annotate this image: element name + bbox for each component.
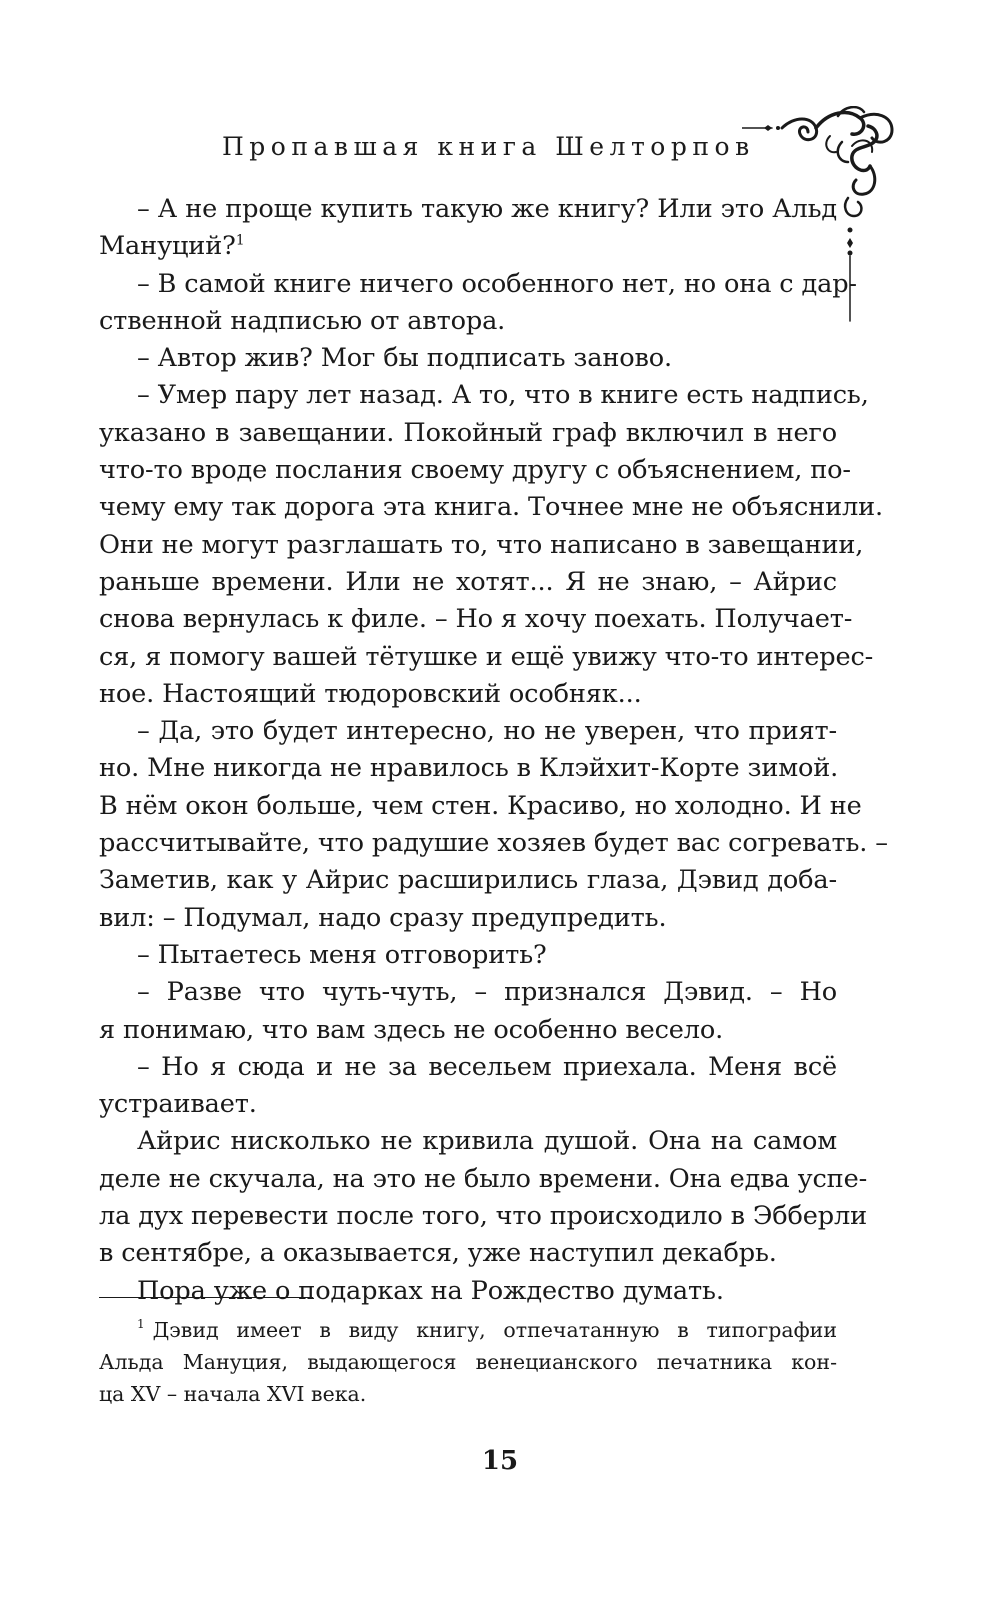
text-line: вил: – Подумал, надо сразу предупредить.	[99, 902, 667, 933]
text-line: чему ему так дорога эта книга. Точнее мне не объяснили.	[99, 492, 884, 523]
text-line: Айрис нисколько не кривила душой. Она на самом	[137, 1126, 837, 1157]
page-number: 15	[481, 1446, 519, 1476]
body-text	[99, 191, 888, 1310]
text-line: снова вернулась к филе. – Но я хочу поехать. Получает-	[99, 604, 853, 635]
text-line: устраивает.	[99, 1089, 257, 1120]
text-line: – Умер пару лет назад. А то, что в книге есть надпись,	[137, 380, 869, 411]
text-line: в сентябре, а оказывается, уже наступил декабрь.	[99, 1238, 777, 1269]
text-line: ное. Настоящий тюдоровский особняк...	[99, 678, 642, 709]
text-line: я понимаю, что вам здесь не особенно весело.	[99, 1014, 724, 1045]
text-line: – А не проще купить такую же книгу? Или это Альд	[137, 194, 837, 224]
text-line: Они не могут разглашать то, что написано в завещании,	[99, 529, 864, 560]
footnote-line: $^1$ Дэвид имеет в виду книгу, отпечатанную в типографии	[137, 1317, 837, 1342]
text-line: но. Мне никогда не нравилось в Клэйхит-Корте зимой.	[99, 753, 839, 784]
text-line: – Разве что чуть-чуть, – признался Дэвид. – Но	[137, 977, 837, 1008]
text-line: – Пытаетесь меня отговорить?	[137, 939, 547, 970]
footnote-reference: 1	[235, 232, 245, 249]
text-line: раньше времени. Или не хотят... Я не знаю, – Айрис	[99, 566, 837, 597]
text-line: В нём окон больше, чем стен. Красиво, но холодно. И не	[99, 790, 862, 821]
text-line: Заметив, как у Айрис расширились глаза, Дэвид доба-	[99, 865, 837, 896]
text-line: Мануций?$^1$	[99, 231, 245, 262]
text-line: – Но я сюда и не за весельем приехала. Меня всё	[137, 1051, 837, 1082]
text-line: – В самой книге ничего особенного нет, но она с дар-	[137, 268, 857, 299]
text-line: – Автор жив? Мог бы подписать заново.	[137, 343, 673, 374]
footnote-marker: 1	[137, 1317, 145, 1331]
running-title: Пропавшая книга Шелторпов	[222, 132, 755, 161]
text-line: ла дух перевести после того, что происходило в Эбберли	[99, 1201, 868, 1232]
text-line: что-то вроде послания своему другу с объяснением, по-	[99, 455, 851, 486]
footnote-line: Альда Мануция, выдающегося венецианского печатника кон-	[99, 1350, 837, 1374]
text-line: ственной надписью от автора.	[99, 305, 506, 336]
text-line: рассчитывайте, что радушие хозяев будет вас согревать. –	[99, 828, 888, 859]
text-line: Пора уже о подарках на Рождество думать.	[137, 1275, 724, 1306]
text-line: деле не скучала, на это не было времени. Она едва успе-	[99, 1163, 868, 1194]
footnote-divider	[99, 1297, 313, 1298]
text-line: ся, я помогу вашей тётушке и ещё увижу что-то интерес-	[99, 641, 874, 672]
text-line: указано в завещании. Покойный граф включил в него	[99, 417, 837, 448]
footnote-line: ца XV – начала XVI века.	[99, 1382, 367, 1406]
text-line: – Да, это будет интересно, но не уверен, что прият-	[137, 716, 837, 747]
footnote	[99, 1314, 837, 1410]
